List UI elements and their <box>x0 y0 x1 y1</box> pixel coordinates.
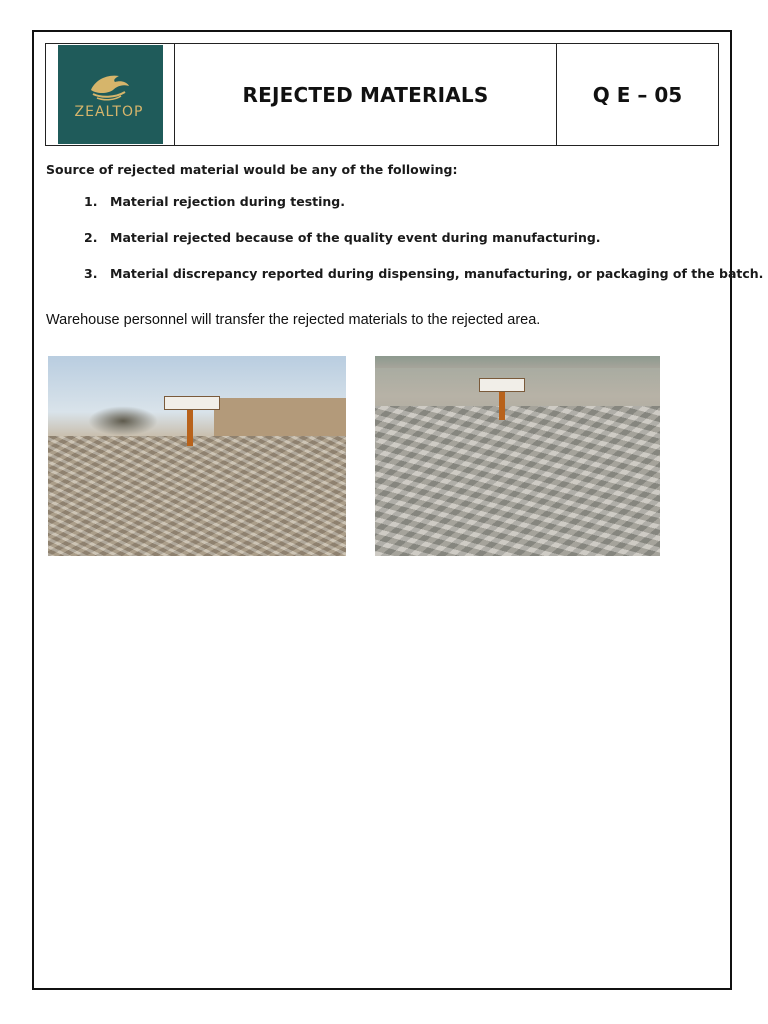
document-header <box>45 43 719 146</box>
intro-text: Source of rejected material would be any of the following: <box>46 162 458 177</box>
list-text: Material rejection during testing. <box>110 194 346 209</box>
rejection-area-photo-1 <box>48 356 346 556</box>
zealtop-logo <box>55 45 163 144</box>
background-field <box>375 356 660 368</box>
list-number: 3. <box>84 266 98 281</box>
rejection-area-photo-2 <box>375 356 660 556</box>
list-item <box>84 194 763 230</box>
list-text: Material discrepancy reported during dispensing, manufacturing, or packaging of the batch. <box>110 266 764 281</box>
sign-board <box>164 396 220 410</box>
rubble-pile <box>375 406 660 556</box>
logo-cell <box>46 44 175 145</box>
document-title: REJECTED MATERIALS <box>175 44 557 145</box>
list-item <box>84 230 763 266</box>
list-item <box>84 266 763 302</box>
logo-text: ZEALTOP <box>74 103 144 120</box>
horse-emblem-icon <box>85 68 133 102</box>
wall-shape <box>214 398 346 436</box>
sign-board <box>479 378 525 392</box>
list-number: 1. <box>84 194 98 209</box>
source-list <box>84 194 763 302</box>
list-number: 2. <box>84 230 98 245</box>
rubble-pile <box>48 436 346 556</box>
tree-shape <box>88 406 158 436</box>
warehouse-note: Warehouse personnel will transfer the rejected materials to the rejected area. <box>46 312 541 328</box>
document-code: Q E – 05 <box>592 82 683 107</box>
list-text: Material rejected because of the quality event during manufacturing. <box>110 230 601 245</box>
sign-post <box>187 406 193 446</box>
